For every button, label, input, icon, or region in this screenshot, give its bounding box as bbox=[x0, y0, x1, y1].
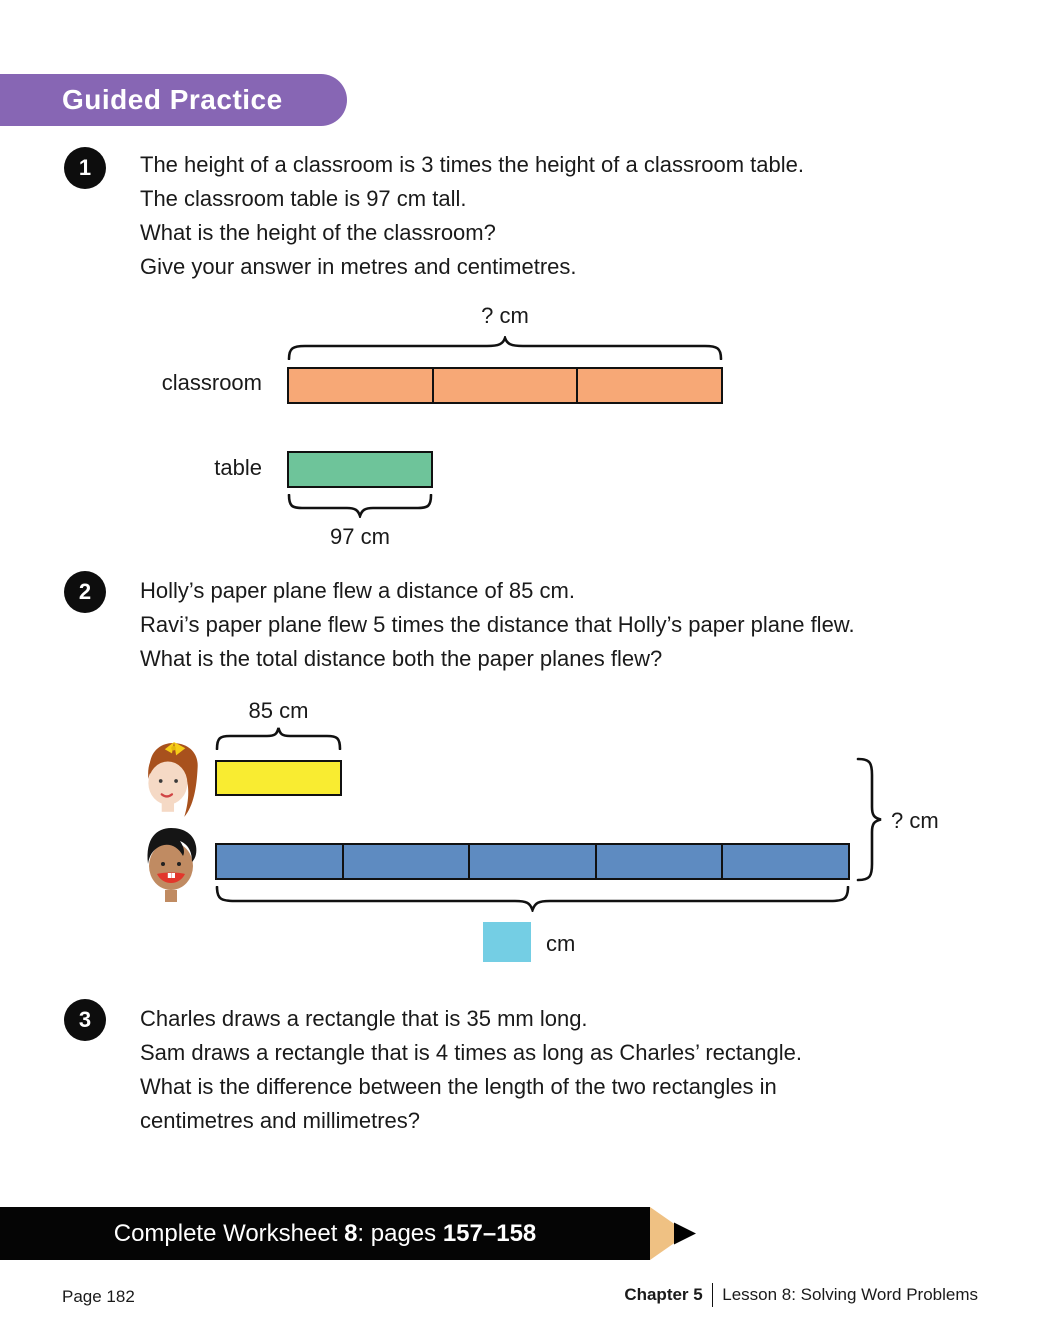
footer-separator bbox=[712, 1283, 714, 1307]
problem-1-line-2: The classroom table is 97 cm tall. bbox=[140, 186, 467, 211]
diagram2-holly-label: 85 cm bbox=[248, 698, 309, 723]
overbrace-icon bbox=[287, 336, 723, 360]
problem-3-line-4: centimetres and millimetres? bbox=[140, 1108, 420, 1133]
bar-segment bbox=[432, 369, 577, 402]
banner-part2: : pages bbox=[357, 1219, 443, 1247]
underbrace-icon bbox=[287, 494, 433, 518]
problem-1-line-3: What is the height of the classroom? bbox=[140, 220, 496, 245]
bar-segment bbox=[217, 845, 342, 878]
problem-2-number bbox=[64, 571, 106, 613]
banner-part1: Complete Worksheet bbox=[113, 1219, 345, 1247]
bar-segment bbox=[576, 369, 721, 402]
diagram2-answer-unit-label: cm bbox=[546, 931, 576, 956]
underbrace-icon bbox=[215, 886, 850, 912]
problem-3-text bbox=[140, 1002, 1020, 1138]
footer-chapter: Chapter 5 bbox=[624, 1285, 703, 1304]
problem-2-number-label: 2 bbox=[78, 579, 92, 604]
problem-2-line-2: Ravi’s paper plane flew 5 times the distance that Holly’s paper plane flew. bbox=[140, 612, 855, 637]
problem-3-line-1: Charles draws a rectangle that is 35 mm long. bbox=[140, 1006, 588, 1031]
answer-input-box[interactable] bbox=[483, 922, 531, 962]
table-bar bbox=[287, 451, 433, 488]
problem-1-line-1: The height of a classroom is 3 times the height of a classroom table. bbox=[140, 152, 804, 177]
worksheet-banner bbox=[0, 1207, 650, 1260]
problem-3-line-3: What is the difference between the length of the two rectangles in bbox=[140, 1074, 777, 1099]
problem-2-line-3: What is the total distance both the paper planes flew? bbox=[140, 646, 663, 671]
worksheet-banner-text bbox=[114, 1220, 537, 1248]
bar-segment bbox=[721, 845, 848, 878]
diagram2-total-label: ? cm bbox=[891, 808, 939, 833]
problem-3-line-2: Sam draws a rectangle that is 4 times as long as Charles’ rectangle. bbox=[140, 1040, 802, 1065]
problem-3-number-label: 3 bbox=[78, 1007, 92, 1032]
diagram1-unit-value-label: 97 cm bbox=[330, 524, 390, 549]
banner-worksheet-number: 8 bbox=[344, 1219, 358, 1247]
problem-2-line-1: Holly’s paper plane flew a distance of 85 cm. bbox=[140, 578, 575, 603]
bar-segment bbox=[595, 845, 722, 878]
problem-1-number-label: 1 bbox=[78, 155, 92, 180]
problem-3-number bbox=[64, 999, 106, 1041]
bar-segment bbox=[217, 762, 340, 794]
guided-practice-badge bbox=[0, 74, 347, 126]
footer-lesson: Lesson 8: Solving Word Problems bbox=[722, 1285, 978, 1304]
overbrace-icon bbox=[215, 726, 342, 750]
girl-avatar-icon bbox=[142, 740, 204, 820]
right-brace-icon bbox=[856, 757, 884, 882]
diagram1-row1-label: classroom bbox=[161, 370, 262, 395]
problem-1-line-4: Give your answer in metres and centimetres. bbox=[140, 254, 577, 279]
page-number: Page 182 bbox=[62, 1287, 135, 1306]
problem-1-number bbox=[64, 147, 106, 189]
bar-segment bbox=[289, 369, 432, 402]
pencil-tip-icon bbox=[650, 1207, 698, 1260]
bar-segment bbox=[468, 845, 595, 878]
problem-1-text bbox=[140, 148, 1020, 284]
bar-segment bbox=[342, 845, 469, 878]
boy-avatar-icon bbox=[142, 824, 204, 906]
problem-2-text bbox=[140, 574, 1020, 676]
diagram1-row2-label: table bbox=[214, 455, 262, 480]
holly-bar bbox=[215, 760, 342, 796]
banner-page-range: 157–158 bbox=[442, 1219, 537, 1247]
footer-chapter-lesson bbox=[624, 1283, 978, 1307]
ravi-bar bbox=[215, 843, 850, 880]
diagram1-total-label: ? cm bbox=[481, 303, 529, 328]
guided-practice-label: Guided Practice bbox=[62, 84, 283, 115]
bar-segment bbox=[289, 453, 431, 486]
classroom-bar bbox=[287, 367, 723, 404]
